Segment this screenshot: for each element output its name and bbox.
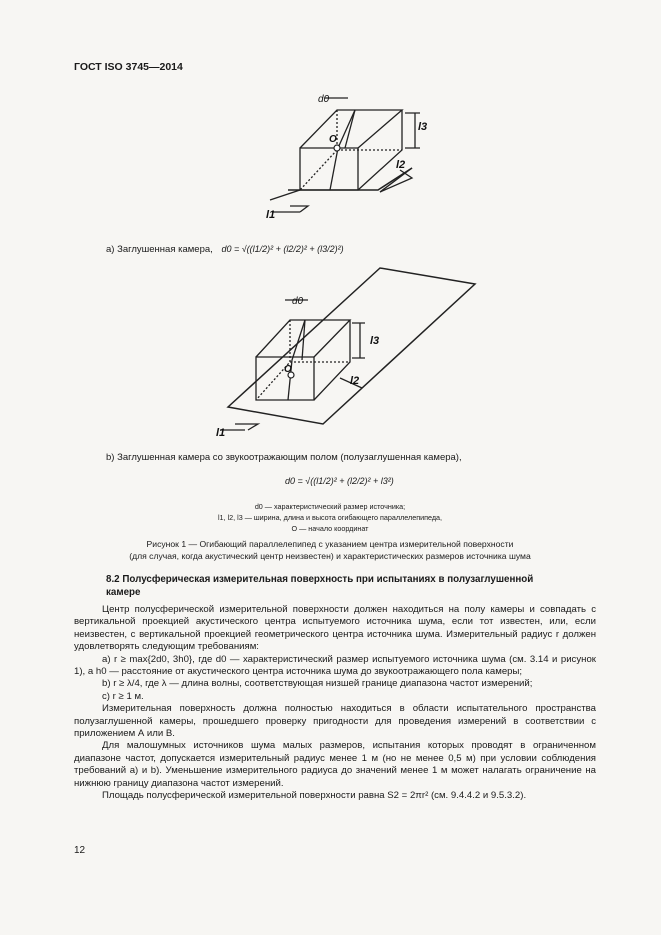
label-l1-b: l1 <box>216 427 226 439</box>
label-d0-b: d0 <box>292 296 304 307</box>
paragraph-5: Измерительная поверхность должна полностью находиться в области испытательного пространства полузаглушенной камеры, прошедшего проверку пригодности для проведения измерений в соответствии с приложением А или В. <box>74 703 596 740</box>
caption-a-text: а) Заглушенная камера, <box>106 244 213 255</box>
label-l2-a: l2 <box>396 159 406 171</box>
section-heading <box>106 574 596 599</box>
paragraph-7: Площадь полусферической измерительной поверхности равна S2 = 2πr² (см. 9.4.4.2 и 9.5.3.2). <box>102 790 527 802</box>
page-number: 12 <box>74 845 86 856</box>
label-l3-a: l3 <box>418 121 428 133</box>
figure-b-floor <box>220 268 475 430</box>
caption-a <box>106 244 344 255</box>
label-l1-a: l1 <box>266 209 276 221</box>
paragraph-3: b) r ≥ λ/4, где λ — длина волны, соответствующая низшей границе диапазона частот измерений; <box>102 678 533 690</box>
legend-3: О — начало координат <box>291 524 369 533</box>
document-header: ГОСТ ISO 3745—2014 <box>74 61 183 73</box>
section-heading-line2: камере <box>106 586 141 598</box>
label-O-a: O <box>329 134 337 145</box>
legend-1: d0 — характеристический размер источника; <box>254 502 406 511</box>
caption-b-text: b) Заглушенная камера со звукоотражающим полом (полузаглушенная камера), <box>106 452 462 463</box>
label-d0-a: d0 <box>318 94 330 105</box>
legend-2: l1, l2, l3 — ширина, длина и высота огибающего параллелепипеда, <box>217 513 443 522</box>
section-body <box>74 604 596 803</box>
label-O-b: O <box>284 364 292 375</box>
figure-title-line2: (для случая, когда акустический центр неизвестен) и характеристических размеров источника шума <box>129 551 531 561</box>
paragraph-6: Для малошумных источников шума малых размеров, испытания которых проводят в ограниченном диапазоне частот, допускается измерительный радиус менее 1 м (но не менее 0,5 м) при условии соблюдения требований а) и b). Уменьшение измерительного радиуса до значений менее 1 м может налагать ограничение на нижнюю границу диапазона частот измерений. <box>74 740 596 789</box>
paragraph-2: а) r ≥ max{2d0, 3h0}, где d0 — характеристический размер испытуемого источника шума (см. 3.14 и рисунок 1), а h0 — расстояние от акустического центра источника шума до звукоотражающего пола камеры; <box>74 653 596 678</box>
figure-title-line1: Рисунок 1 — Огибающий параллелепипед с указанием центра измерительной поверхности <box>146 539 514 549</box>
label-l3-b: l3 <box>370 335 380 347</box>
formula-b: d0 = √((l1/2)² + (l2/2)² + l3²) <box>285 476 394 486</box>
section-heading-line1: 8.2 Полусферическая измерительная поверхность при испытаниях в полузаглушенной <box>106 574 534 585</box>
figure-a-box <box>270 98 420 212</box>
paragraph-1: Центр полусферической измерительной поверхности должен находиться на полу камеры и совпадать с вертикальной проекцией акустического центра испытуемого источника шума, если тот известен, или, если неизвестен, с вертикальной проекцией геометрического центра источника шума. Измерительный радиус r должен удовлетворять следующим требованиям: <box>74 604 596 653</box>
label-l2-b: l2 <box>350 375 360 387</box>
formula-a: d0 = √((l1/2)² + (l2/2)² + (l3/2)²) <box>221 244 344 254</box>
paragraph-4: с) r ≥ 1 м. <box>102 690 144 702</box>
figure-title <box>80 538 580 562</box>
